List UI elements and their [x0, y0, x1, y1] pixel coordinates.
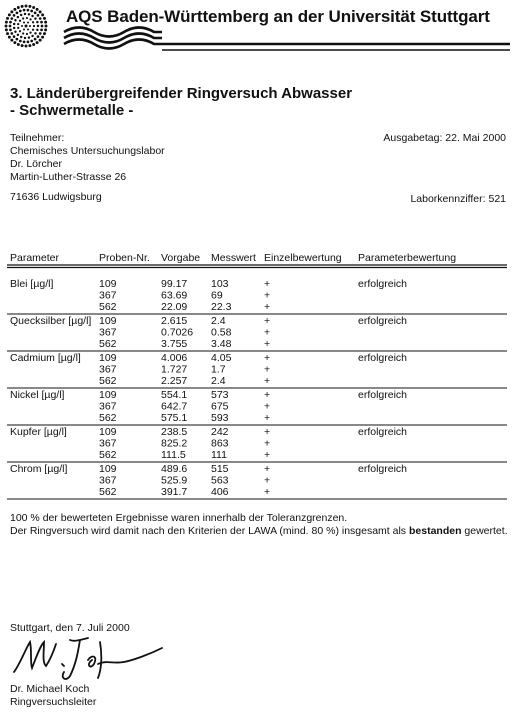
participant-city: 71636 Ludwigsburg — [10, 191, 102, 203]
target-value: 4.006 — [161, 352, 188, 364]
target-value: 1.727 — [161, 363, 188, 376]
sample-number: 562 — [99, 375, 117, 387]
conclusion-text: Der Ringversuch wird damit nach den Kriterien der LAWA (mind. 80 %) insgesamt als — [10, 525, 409, 537]
target-value: 238.5 — [161, 426, 188, 438]
single-rating: + — [264, 301, 271, 313]
parameter-name: Kupfer [µg/l] — [10, 426, 67, 438]
target-value: 3.755 — [161, 338, 188, 350]
issue-date: Ausgabetag: 22. Mai 2000 — [383, 132, 506, 144]
target-value: 2.257 — [161, 375, 188, 387]
measured-value: 0.58 — [211, 326, 232, 339]
measured-value: 2.4 — [211, 375, 226, 387]
single-rating: + — [264, 437, 271, 450]
single-rating: + — [264, 352, 271, 364]
parameter-rating: erfolgreich — [358, 463, 408, 475]
measured-value: 1.7 — [211, 363, 226, 376]
sample-number: 367 — [99, 474, 117, 487]
target-value: 525.9 — [161, 474, 188, 487]
single-rating: + — [264, 278, 271, 290]
measured-value: 111 — [211, 449, 227, 461]
target-value: 2.615 — [161, 315, 188, 327]
passed-label: bestanden — [408, 525, 462, 537]
measured-value: 515 — [211, 463, 229, 475]
result-summary: 100 % der bewerteten Ergebnisse waren innerhalb der Toleranzgrenzen. — [10, 512, 348, 524]
organization-name: AQS Baden-Württemberg an der Universität Stuttgart — [66, 7, 490, 26]
target-value: 22.09 — [161, 301, 188, 313]
measured-value: 103 — [211, 278, 229, 290]
handwritten-signature — [10, 634, 170, 686]
parameter-name: Quecksilber [µg/l] — [10, 315, 92, 327]
parameter-name: Blei [µg/l] — [10, 278, 54, 290]
participant-line: Chemisches Untersuchungslabor — [10, 145, 165, 157]
target-value: 391.7 — [161, 486, 188, 498]
signer-name: Dr. Michael Koch — [10, 683, 90, 695]
sample-number: 109 — [99, 426, 117, 438]
conclusion-suffix: gewertet. — [461, 525, 508, 537]
single-rating: + — [264, 315, 271, 327]
measured-value: 22.3 — [211, 301, 232, 313]
parameter-name: Nickel [µg/l] — [10, 389, 65, 401]
sample-number: 562 — [99, 338, 117, 350]
sample-number: 367 — [99, 326, 117, 339]
single-rating: + — [264, 449, 271, 461]
measured-value: 242 — [211, 426, 229, 438]
column-header: Parameterbewertung — [358, 252, 457, 264]
sample-number: 367 — [99, 289, 117, 302]
single-rating: + — [264, 375, 271, 387]
target-value: 0.7026 — [161, 326, 194, 339]
target-value: 825.2 — [161, 437, 188, 450]
single-rating: + — [264, 363, 271, 376]
target-value: 489.6 — [161, 463, 188, 475]
sample-number: 562 — [99, 449, 117, 461]
measured-value: 573 — [211, 389, 229, 401]
measured-value: 406 — [211, 486, 229, 498]
measured-value: 593 — [211, 412, 229, 424]
measured-value: 4.05 — [211, 352, 232, 364]
measured-value: 2.4 — [211, 315, 226, 327]
sample-number: 562 — [99, 301, 117, 313]
participant-label: Teilnehmer: — [10, 132, 65, 144]
single-rating: + — [264, 486, 271, 498]
single-rating: + — [264, 400, 271, 413]
measured-value: 69 — [211, 289, 223, 302]
target-value: 111.5 — [161, 449, 186, 461]
target-value: 99.17 — [161, 278, 188, 290]
parameter-rating: erfolgreich — [358, 278, 408, 290]
parameter-name: Cadmium [µg/l] — [10, 352, 81, 364]
sample-number: 562 — [99, 412, 117, 424]
signer-role: Ringversuchsleiter — [10, 696, 97, 708]
single-rating: + — [264, 326, 271, 339]
single-rating: + — [264, 474, 271, 487]
sample-number: 109 — [99, 389, 117, 401]
single-rating: + — [264, 426, 271, 438]
single-rating: + — [264, 389, 271, 401]
sample-number: 562 — [99, 486, 117, 498]
sample-number: 367 — [99, 437, 117, 450]
target-value: 642.7 — [161, 400, 188, 413]
single-rating: + — [264, 289, 271, 302]
participant-line: Dr. Lörcher — [10, 158, 62, 170]
column-header: Messwert — [211, 252, 256, 264]
sample-number: 109 — [99, 278, 117, 290]
column-header: Proben-Nr. — [99, 252, 150, 264]
parameter-name: Chrom [µg/l] — [10, 463, 68, 475]
measured-value: 675 — [211, 400, 229, 413]
page-subtitle: - Schwermetalle - — [10, 102, 134, 119]
parameter-rating: erfolgreich — [358, 426, 408, 438]
column-header: Parameter — [10, 252, 60, 264]
parameter-rating: erfolgreich — [358, 389, 408, 401]
lab-id: Laborkennziffer: 521 — [410, 193, 506, 205]
measured-value: 563 — [211, 474, 229, 487]
participant-line: Martin-Luther-Strasse 26 — [10, 171, 127, 183]
sample-number: 109 — [99, 463, 117, 475]
parameter-rating: erfolgreich — [358, 352, 408, 364]
sample-number: 109 — [99, 352, 117, 364]
parameter-rating: erfolgreich — [358, 315, 408, 327]
signature-date: Stuttgart, den 7. Juli 2000 — [10, 622, 130, 634]
target-value: 63.69 — [161, 289, 188, 302]
sample-number: 109 — [99, 315, 117, 327]
page-title: 3. Länderübergreifender Ringversuch Abwasser — [10, 85, 353, 102]
single-rating: + — [264, 412, 271, 424]
sample-number: 367 — [99, 363, 117, 376]
column-header: Vorgabe — [161, 252, 201, 264]
single-rating: + — [264, 463, 271, 475]
single-rating: + — [264, 338, 271, 350]
column-header: Einzelbewertung — [264, 252, 342, 264]
target-value: 575.1 — [161, 412, 188, 424]
measured-value: 863 — [211, 437, 229, 450]
sample-number: 367 — [99, 400, 117, 413]
result-conclusion — [10, 525, 508, 538]
measured-value: 3.48 — [211, 338, 232, 350]
target-value: 554.1 — [161, 389, 188, 401]
